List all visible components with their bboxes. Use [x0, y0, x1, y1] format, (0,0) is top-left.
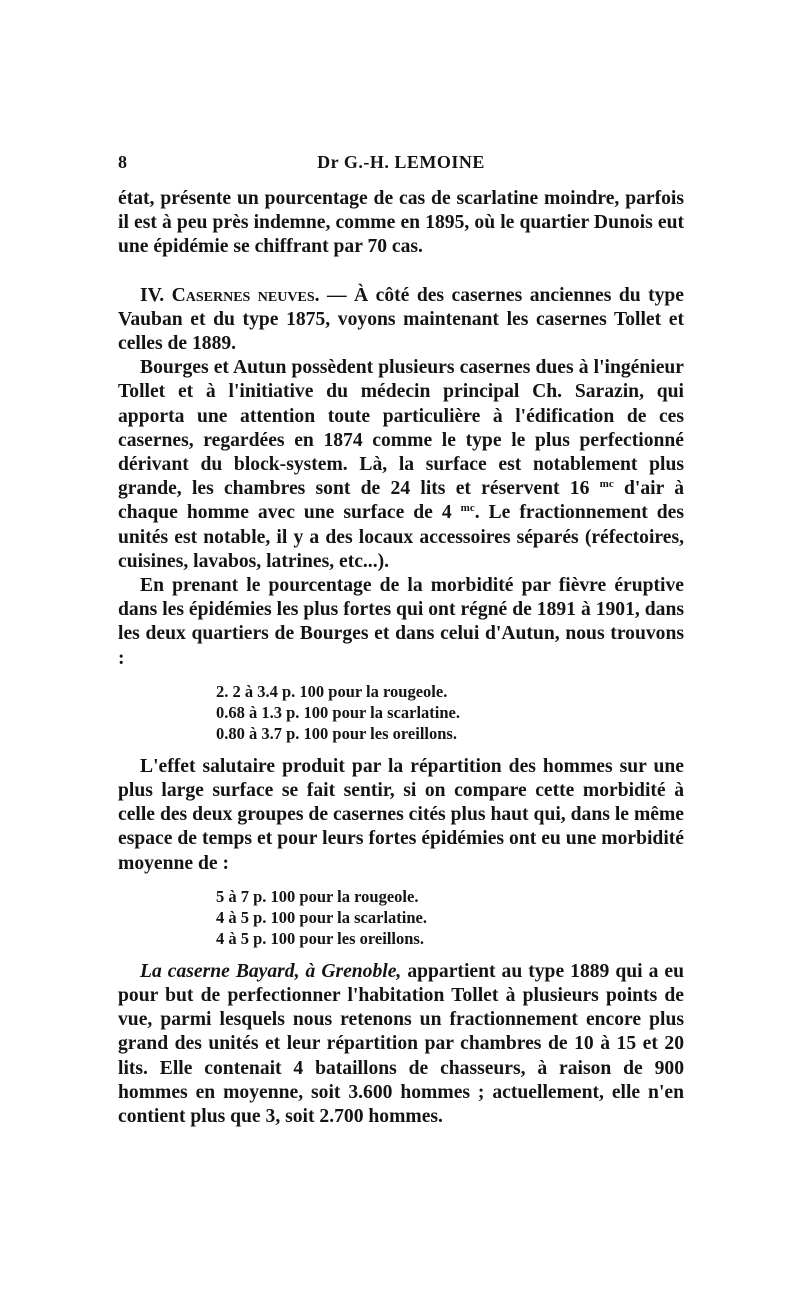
- page-number: 8: [118, 152, 127, 172]
- paragraph-morbidity-intro: En prenant le pourcentage de la morbidité par fièvre éruptive dans les épidémies les plus fortes qui ont régné de 1891 à 1901, dans les deux quartiers de Bourges et dans celui d'Autun, nous trouvons :: [118, 575, 684, 669]
- paragraph-bourges-text-2: d'air à chaque homme avec une surface de 4: [118, 478, 684, 524]
- paragraph-bourges-autun: [118, 356, 684, 574]
- paragraph-bourges-text-3: . Le fractionnement des unités est notable, il y a des locaux accessoires séparés (réfectoires, cuisines, lavabos, latrines, etc...).: [118, 502, 684, 572]
- stats-line: 0.68 à 1.3 p. 100 pour la scarlatine.: [216, 702, 460, 722]
- paragraph-continuation: état, présente un pourcentage de cas de scarlatine moindre, parfois il est à peu près indemne, comme en 1895, où le quartier Dunois eut une épidémie se chiffrant par 70 cas.: [118, 188, 684, 258]
- unit-superscript: mc: [460, 502, 475, 515]
- running-header: [118, 152, 684, 176]
- unit-superscript: mc: [599, 478, 614, 491]
- stats-line: 0.80 à 3.7 p. 100 pour les oreillons.: [216, 723, 457, 743]
- caserne-bayard-text: appartient au type 1889 qui a eu pour but de perfectionner l'habitation Tollet à plusieurs points de vue, parmi lesquels nous retenons un fractionnement encore plus grand des unités et leur répartition par chambres de 10 à 15 et 20 lits. Elle contenait 4 bataillons de chasseurs, à raison de 900 hommes en moyenne, soit 3.600 hommes ; actuellement, elle n'en contient plus que 3, soit 2.700 hommes.: [118, 960, 684, 1128]
- paragraph-section-iv: [118, 284, 684, 357]
- paragraph-comparison: L'effet salutaire produit par la répartition des hommes sur une plus large surface se fait sentir, si on compare cette morbidité à celle des deux groupes de casernes cités plus haut qui, dans le même espace de temps et pour leurs fortes épidémies ont eu une morbidité moyenne de :: [118, 755, 684, 874]
- stats-list-old-barracks: [216, 886, 684, 949]
- stats-line: 4 à 5 p. 100 pour les oreillons.: [216, 928, 424, 948]
- running-title: Dr G.-H. LEMOINE: [317, 152, 485, 172]
- stats-list-tollet: [216, 681, 684, 744]
- section-iv-text: À côté des casernes anciennes du type Vauban et du type 1875, voyons maintenant les casernes Tollet et celles de 1889.: [118, 284, 684, 355]
- body-text: [118, 187, 684, 1129]
- stats-line: 4 à 5 p. 100 pour la scarlatine.: [216, 907, 427, 927]
- section-heading: IV. Casernes neuves. —: [140, 284, 347, 306]
- paragraph-bourges-text-1: Bourges et Autun possèdent plusieurs casernes dues à l'ingénieur Tollet et à l'initiative du médecin principal Ch. Sarazin, qui apporta une attention toute particulière à l'édification de ces casernes, regardées en 1874 comme le type le plus perfectionné dérivant du block-system. Là, la surface est notablement plus grande, les chambres sont de 24 lits et réservent 16: [118, 357, 684, 500]
- stats-line: 5 à 7 p. 100 pour la rougeole.: [216, 886, 419, 906]
- paragraph-bayard: [118, 960, 684, 1129]
- stats-line: 2. 2 à 3.4 p. 100 pour la rougeole.: [216, 681, 448, 701]
- caserne-bayard-title: La caserne Bayard, à Grenoble,: [140, 960, 402, 982]
